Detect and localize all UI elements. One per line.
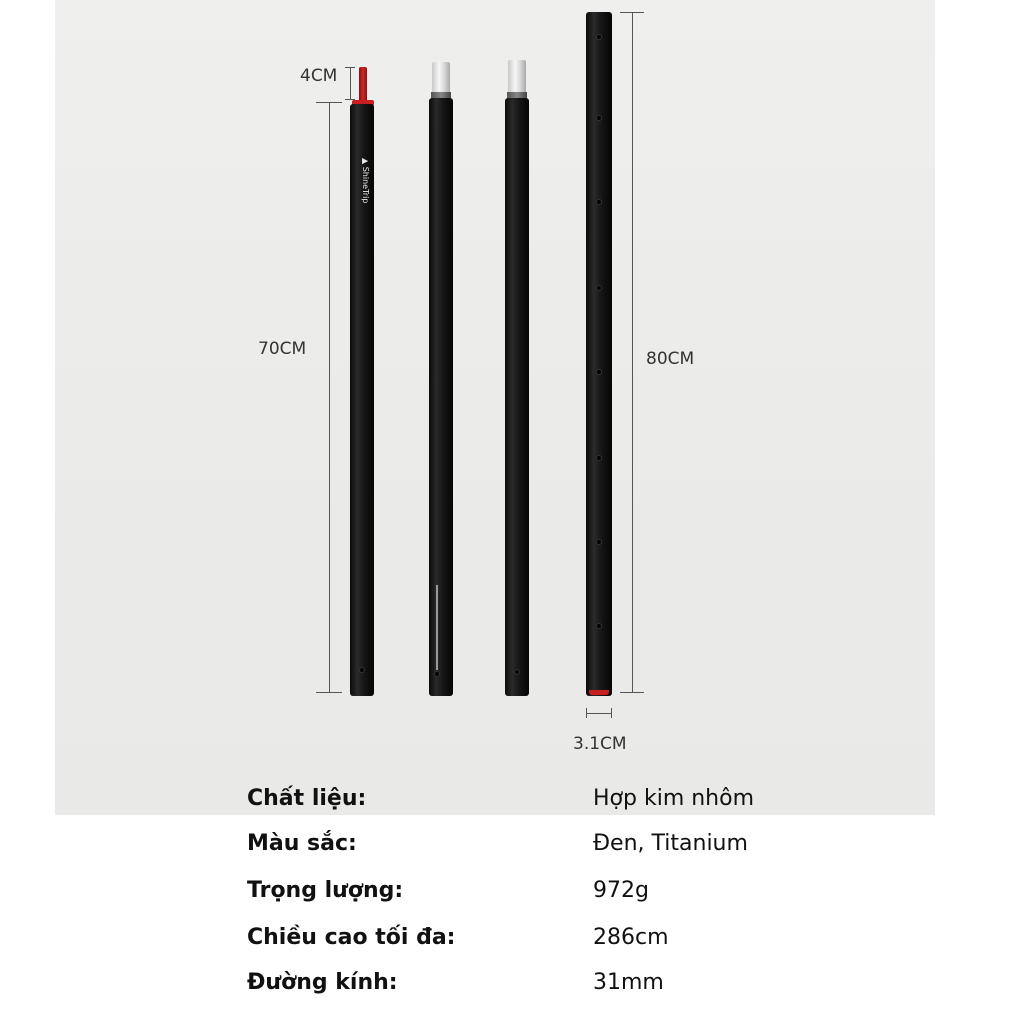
spec-row-weight [0, 878, 1024, 918]
pin-hole [597, 540, 601, 544]
pole-body [429, 98, 453, 696]
dimension-label-diameter: 3.1CM [573, 734, 627, 754]
pin-hole [435, 672, 439, 676]
pole-body [505, 98, 529, 696]
red-band-bottom [589, 690, 609, 695]
pin-hole [360, 668, 364, 672]
pin-hole [597, 116, 601, 120]
pin-hole [597, 286, 601, 290]
spec-row-max-height [0, 925, 1024, 965]
spec-label: Đường kính: [247, 970, 398, 995]
dimension-label-4cm: 4CM [300, 66, 338, 86]
pin-hole [597, 35, 601, 39]
pin-hole [597, 624, 601, 628]
spec-label: Màu sắc: [247, 831, 357, 856]
pin-hole [597, 456, 601, 460]
dimension-label-70cm: 70CM [258, 339, 307, 359]
pin-hole [597, 370, 601, 374]
spec-value: 286cm [593, 925, 669, 950]
pin-hole [597, 200, 601, 204]
spec-label: Chiều cao tối đa: [247, 925, 456, 950]
spec-row-color [0, 831, 1024, 871]
spec-row-material [0, 786, 1024, 826]
pin-hole [515, 670, 519, 674]
spec-value: 972g [593, 878, 649, 903]
product-photo [55, 0, 935, 815]
slot [436, 585, 438, 670]
spec-value: Đen, Titanium [593, 831, 748, 856]
spec-label: Chất liệu: [247, 786, 367, 811]
brand-logo: ▲ ShineTrip [361, 158, 370, 204]
spec-value: 31mm [593, 970, 664, 995]
spec-row-diameter [0, 970, 1024, 1010]
triangle-logo-icon: ▲ [361, 158, 370, 165]
dimension-label-80cm: 80CM [646, 349, 695, 369]
pole-body [586, 12, 612, 696]
spec-label: Trọng lượng: [247, 878, 404, 903]
spec-value: Hợp kim nhôm [593, 786, 755, 811]
red-tip-pin [359, 67, 367, 101]
